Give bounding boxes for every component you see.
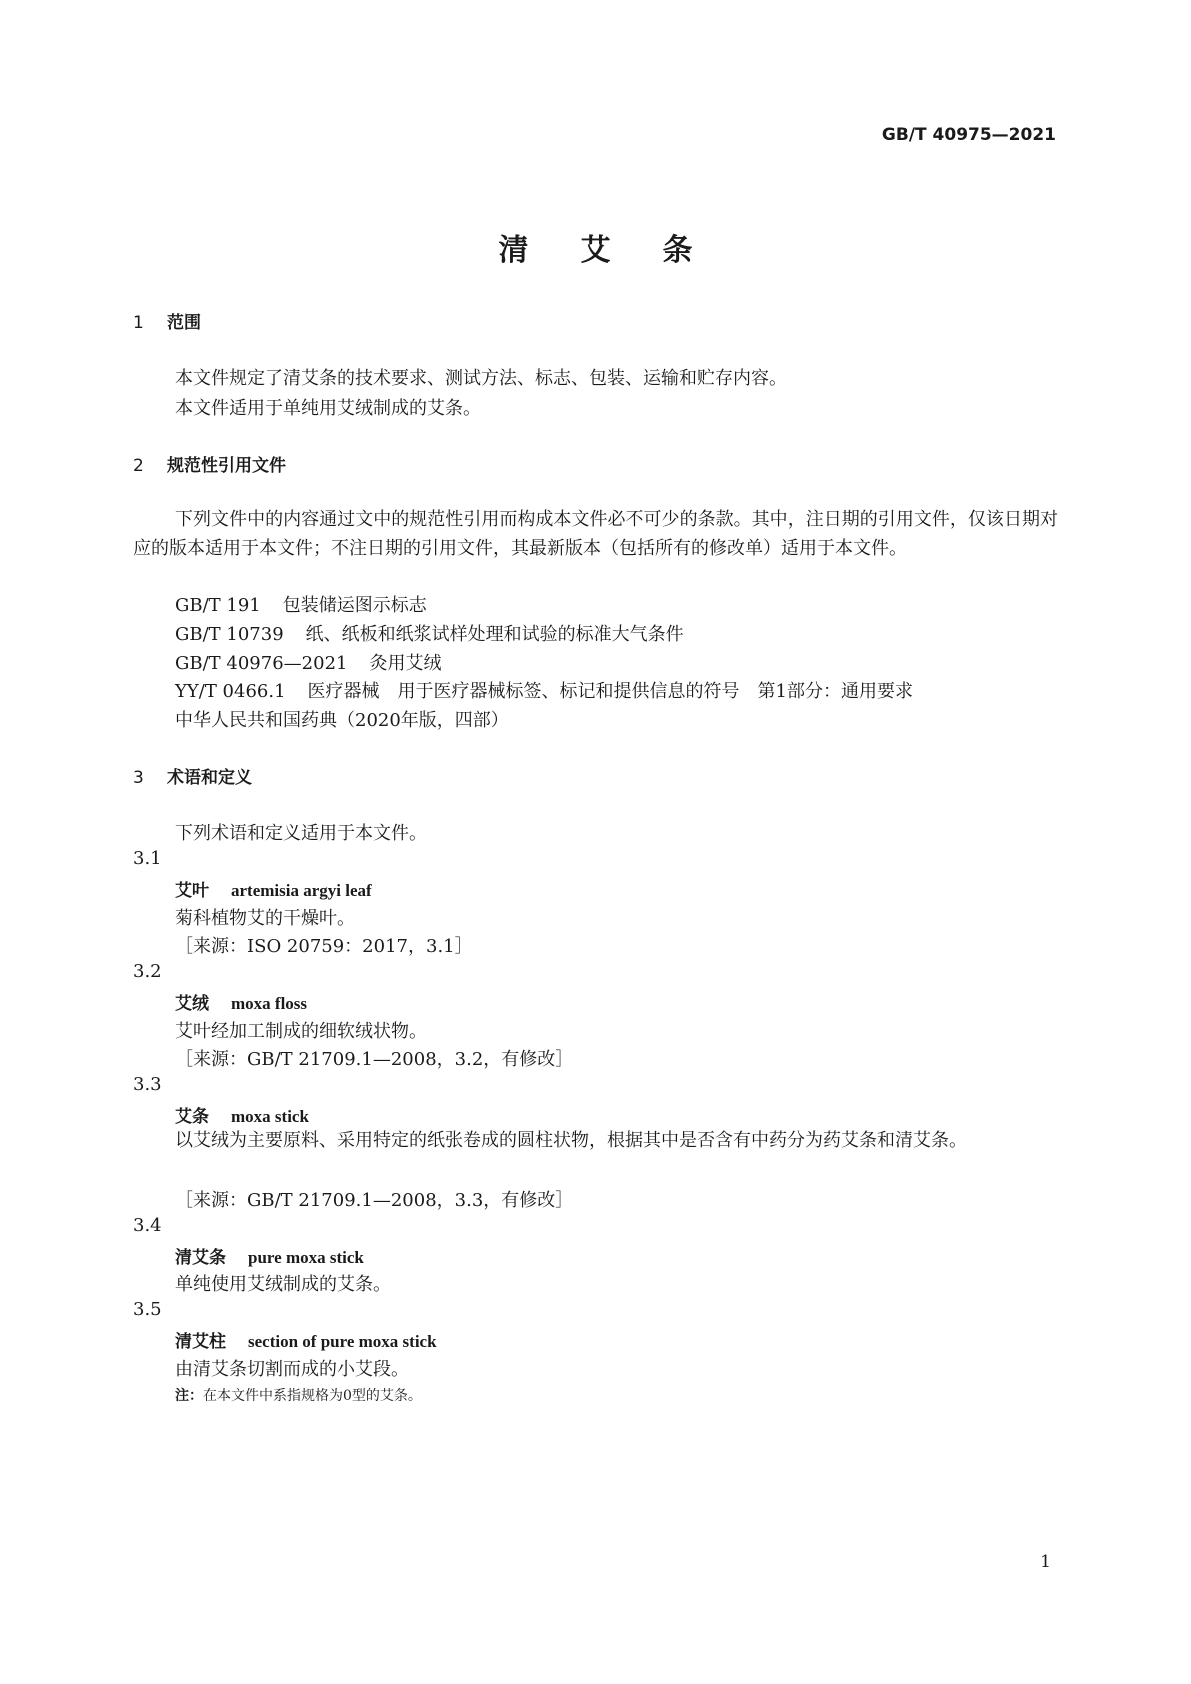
term-number: 3.3 [133, 1074, 162, 1095]
reference-title: 纸、纸板和纸浆试样处理和试验的标准大气条件 [305, 624, 684, 645]
note-text: 在本文件中系指规格为0型的艾条。 [203, 1388, 422, 1404]
reference-code: GB/T 10739 [175, 624, 284, 645]
section-2-heading [133, 451, 286, 476]
term-zh: 清艾条 [175, 1248, 226, 1268]
note [175, 1385, 422, 1405]
section-3-intro: 下列术语和定义适用于本文件。 [175, 823, 427, 844]
section-3-title: 术语和定义 [167, 768, 252, 788]
term-en: section of pure moxa stick [248, 1332, 437, 1351]
term-heading [175, 1327, 437, 1352]
standard-number: GB/T 40975—2021 [881, 125, 1056, 145]
reference-code: GB/T 191 [175, 595, 261, 616]
reference-title: 灸用艾绒 [369, 653, 442, 674]
reference-code: YY/T 0466.1 [175, 681, 286, 702]
term-source: ［来源：ISO 20759：2017，3.1］ [175, 936, 473, 957]
term-definition: 单纯使用艾绒制成的艾条。 [175, 1274, 391, 1295]
term-zh: 清艾柱 [175, 1332, 226, 1352]
term-number: 3.1 [133, 848, 162, 869]
reference-title: 包装储运图示标志 [282, 595, 427, 616]
section-2-number: 2 [133, 456, 144, 476]
term-number: 3.4 [133, 1215, 162, 1236]
term-en: artemisia argyi leaf [231, 881, 372, 900]
term-heading [175, 876, 372, 901]
document-title: 清艾条 [498, 233, 745, 268]
reference-item [175, 591, 427, 617]
reference-item [175, 649, 441, 675]
term-definition: 由清艾条切割而成的小艾段。 [175, 1359, 409, 1380]
term-number: 3.5 [133, 1299, 162, 1320]
section-1-number: 1 [133, 313, 144, 333]
term-definition: 以艾绒为主要原料、采用特定的纸张卷成的圆柱状物，根据其中是否含有中药分为药艾条和清艾条。 [175, 1130, 967, 1151]
term-number: 3.2 [133, 961, 162, 982]
section-1-title: 范围 [167, 313, 201, 333]
note-label: 注： [175, 1388, 203, 1404]
term-heading [175, 1102, 309, 1127]
section-2-title: 规范性引用文件 [167, 456, 286, 476]
term-zh: 艾条 [175, 1107, 209, 1127]
reference-code: 中华人民共和国药典（2020年版，四部） [175, 710, 509, 731]
reference-item [175, 677, 913, 703]
term-heading [175, 989, 307, 1014]
term-definition: 菊科植物艾的干燥叶。 [175, 908, 355, 929]
reference-item [175, 706, 509, 732]
term-en: moxa floss [231, 994, 308, 1013]
term-en: moxa stick [231, 1107, 309, 1126]
term-source: ［来源：GB/T 21709.1—2008，3.2，有修改］ [175, 1049, 574, 1070]
term-source: ［来源：GB/T 21709.1—2008，3.3，有修改］ [175, 1190, 574, 1211]
term-en: pure moxa stick [248, 1248, 364, 1267]
term-definition: 艾叶经加工制成的细软绒状物。 [175, 1021, 427, 1042]
term-zh: 艾叶 [175, 881, 209, 901]
reference-code: GB/T 40976—2021 [175, 653, 348, 674]
term-zh: 艾绒 [175, 994, 209, 1014]
section-1-heading [133, 308, 201, 333]
section-1-paragraph-1: 本文件规定了清艾条的技术要求、测试方法、标志、包装、运输和贮存内容。 [175, 368, 787, 389]
section-1-paragraph-2: 本文件适用于单纯用艾绒制成的艾条。 [175, 398, 481, 419]
reference-title: 医疗器械 用于医疗器械标签、标记和提供信息的符号 第1部分：通用要求 [307, 681, 913, 702]
section-2-intro: 下列文件中的内容通过文中的规范性引用而构成本文件必不可少的条款。其中，注日期的引用文件，仅该日期对应的版本适用于本文件；不注日期的引用文件，其最新版本（包括所有的修改单）适用于本文件。 [133, 509, 1058, 559]
term-heading [175, 1243, 364, 1268]
section-3-number: 3 [133, 768, 144, 788]
section-3-heading [133, 763, 252, 788]
page-number: 1 [1040, 1552, 1051, 1572]
reference-item [175, 620, 684, 646]
